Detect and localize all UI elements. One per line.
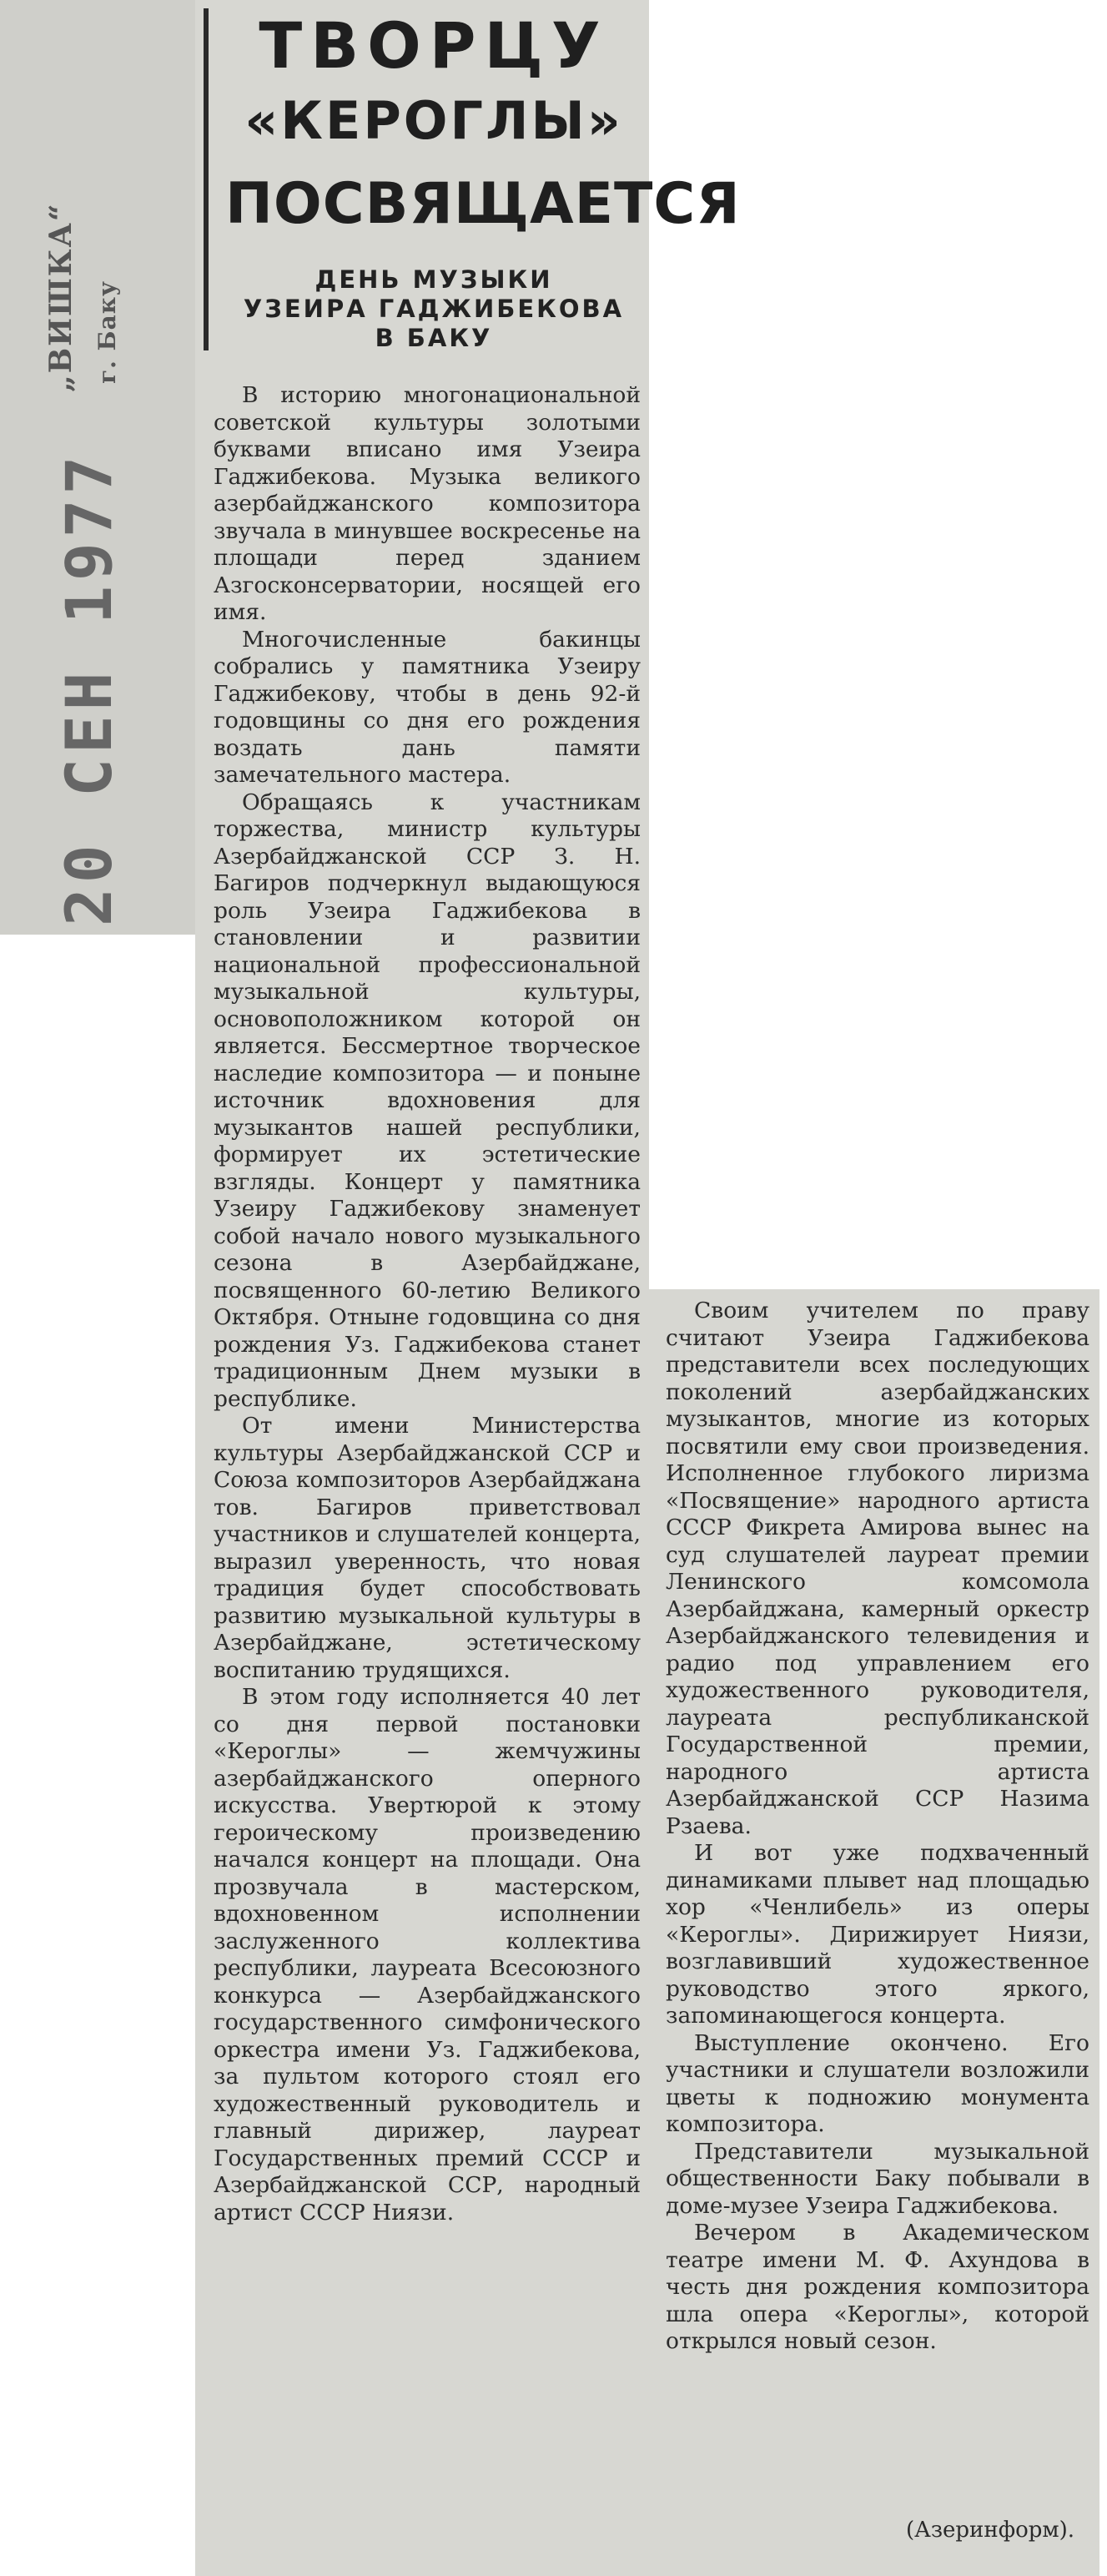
article-body-right xyxy=(666,1298,1089,2356)
city-stamp: г. Баку xyxy=(93,280,121,384)
paragraph: И вот уже подхваченный динамиками плывет над площадью хор «Ченлибель» из оперы «Кероглы». Дирижирует Ниязи, возглавивший художественное руководство этого яркого, запоминающегося концерта. xyxy=(666,1840,1089,2029)
paragraph: От имени Министерства культуры Азербайджанской ССР и Союза композиторов Азербайджана тов. Багиров приветствовал участников и слушателей концерта, выразил уверенность, что новая традиция будет способствовать развитию музыкальной культуры в Азербайджане, эстетическому воспитанию трудящихся. xyxy=(214,1413,641,1683)
headline-line-1: ТВОРЦУ xyxy=(259,8,609,83)
paragraph: Своим учителем по праву считают Узеира Гаджибекова представители всех последующих поколений азербайджанских музыкантов, многие из которых посвятили ему свои произведения. Исполненное глубокого лиризма «Посвящение» народного артиста СССР Фикрета Амирова вынес на суд слушателей лауреат премии Ленинского комсомола Азербайджана, камерный оркестр Азербайджанского телевидения и радио под управлением его художественного руководителя, лауреата республиканской Государственной премии, народного артиста Азербайджанской ССР Назима Рзаева. xyxy=(666,1298,1089,1839)
paragraph: Представители музыкальной общественности Баку побывали в доме-музее Узеира Гаджибекова. xyxy=(666,2138,1089,2219)
date-stamp: 20 СЕН 1977 xyxy=(52,451,126,926)
newspaper-name-stamp: „ВИШКА“ xyxy=(43,202,78,392)
paragraph: В историю многонациональной советской культуры золотыми буквами вписано имя Узеира Гаджибекова. Музыка великого азербайджанского композитора звучала в минувшее воскресенье на площади перед зданием Азгосконсерватории, носящей его имя. xyxy=(214,382,641,625)
paragraph: Вечером в Академическом театре имени М. Ф. Ахундова в честь дня рождения композитора шла опера «Кероглы», которой открылся новый сезон. xyxy=(666,2220,1089,2354)
news-agency-credit: (Азеринформ). xyxy=(906,2518,1074,2543)
subheadline-line-3: В БАКУ xyxy=(375,324,493,352)
headline-line-3: ПОСВЯЩАЕТСЯ xyxy=(225,171,741,237)
paragraph: Многочисленные бакинцы собрались у памятника Узеиру Гаджибекову, чтобы в день 92-й годовщины со дня его рождения воздать дань памяти замечательного мастера. xyxy=(214,626,641,788)
subheadline-line-2: УЗЕИРА ГАДЖИБЕКОВА xyxy=(243,295,625,323)
subheadline-line-1: ДЕНЬ МУЗЫКИ xyxy=(314,265,553,294)
article-column-left xyxy=(195,0,741,2576)
paragraph: Обращаясь к участникам торжества, министр культуры Азербайджанской ССР З. Н. Багиров подчеркнул выдающуюся роль Узеира Гаджибекова в становлении и развитии национальной профессиональной музыкальной культуры, основоположником которой он является. Бессмертное творческое наследие композитора — и поныне источник вдохновения для музыкантов нашей республики, формирует их эстетические взгляды. Концерт у памятника Узеиру Гаджибекову знаменует собой начало нового музыкального сезона в Азербайджане, посвященного 60-летию Великого Октября. Отныне годовщина со дня рождения Уз. Гаджибекова станет традиционным Днем музыки в республике. xyxy=(214,789,641,1412)
headline-line-2: «КЕРОГЛЫ» xyxy=(244,90,623,151)
paragraph: Выступление окончено. Его участники и слушатели возложили цветы к подножию монумента композитора. xyxy=(666,2029,1089,2137)
article-column-right xyxy=(649,1289,1099,2576)
paragraph: В этом году исполняется 40 лет со дня первой постановки «Кероглы» — жемчужины азербайджанского оперного искусства. Увертюрой к этому героическому произведению начался концерт на площади. Она прозвучала в мастерском, вдохновенном исполнении заслуженного коллектива республики, лауреата Всесоюзного конкурса — Азербайджанского государственного симфонического оркестра имени Уз. Гаджибекова, за пультом которого стоял его художественный руководитель и главный дирижер, лауреат Государственных премий СССР и Азербайджанской ССР, народный артист СССР Ниязи. xyxy=(214,1684,641,2226)
article-body-left xyxy=(214,382,641,2226)
clipping-label xyxy=(0,0,195,935)
headline-rule xyxy=(204,8,209,350)
